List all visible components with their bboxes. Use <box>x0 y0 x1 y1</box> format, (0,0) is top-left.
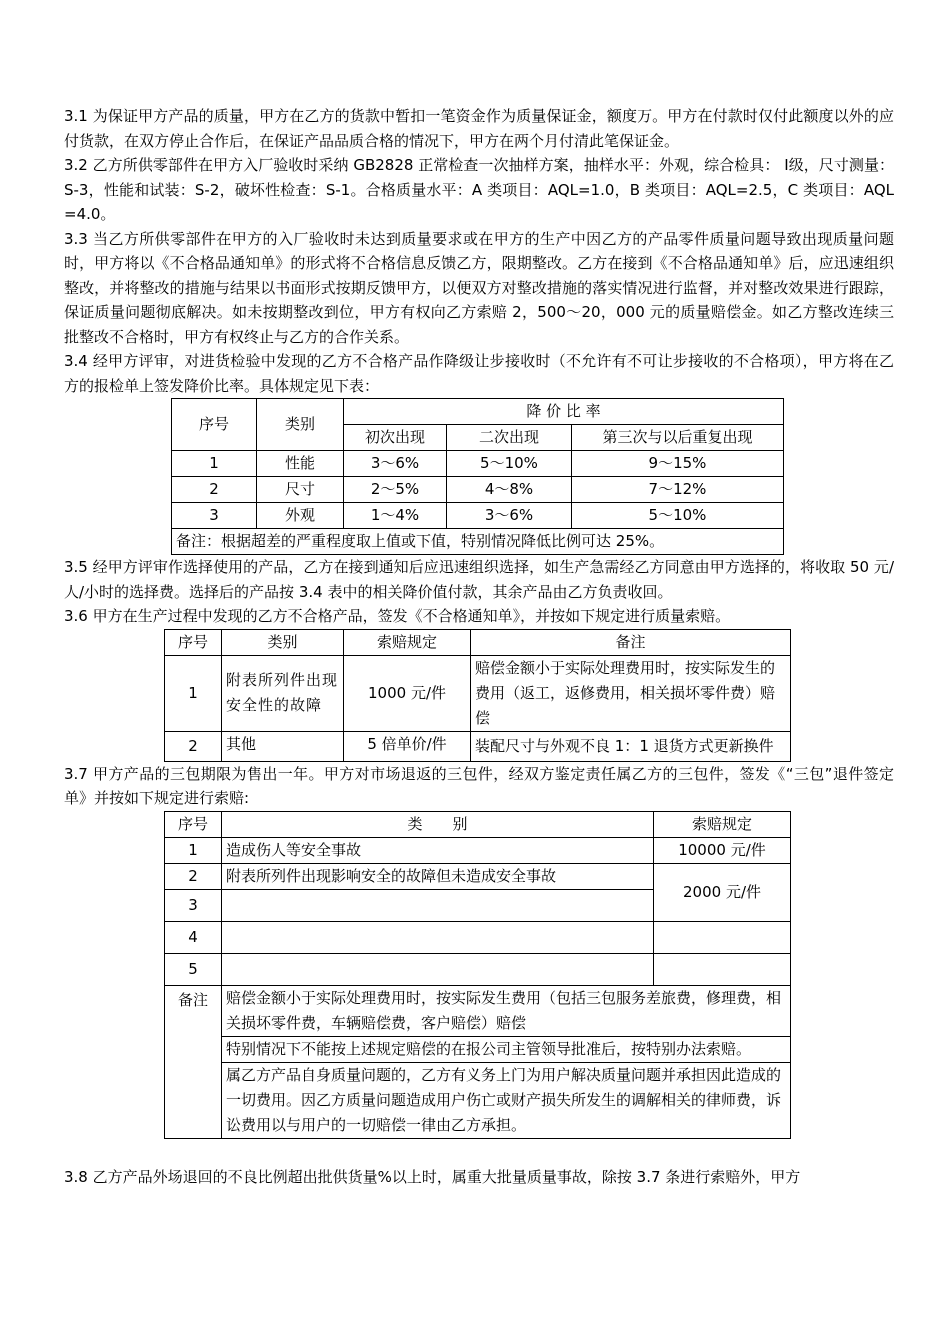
table-cell: 1～4% <box>344 503 447 529</box>
clause-3-8: 3.8 乙方产品外场退回的不良比例超出批供货量%以上时，属重大批量质量事故，除按 3.7 条进行索赔外，甲方 <box>64 1167 801 1186</box>
table-row <box>165 837 791 863</box>
table-cell: 3 <box>172 503 257 529</box>
table-note-row <box>165 1036 791 1062</box>
table-cell: 4～8% <box>447 477 572 503</box>
table-note-label: 备注 <box>165 985 222 1138</box>
table-cell: 9～15% <box>572 451 784 477</box>
table-cell: 外观 <box>257 503 344 529</box>
table-cell: 1 <box>165 837 222 863</box>
table-header-row <box>165 811 791 837</box>
header-cell: 类别 <box>222 629 344 655</box>
table-cell <box>222 889 654 921</box>
table-row <box>165 953 791 985</box>
table-cell: 5～10% <box>572 503 784 529</box>
table-note-row <box>165 985 791 1036</box>
header-cell: 第三次与以后重复出现 <box>572 425 784 451</box>
table-cell: 5 倍单价/件 <box>344 731 471 761</box>
table-row <box>172 503 784 529</box>
table-cell: 造成伤人等安全事故 <box>222 837 654 863</box>
clause-3-4: 3.4 经甲方评审，对进货检验中发现的乙方不合格产品作降级让步接收时（不允许有不可让步接收的不合格项），甲方将在乙方的报检单上签发降价比率。具体规定见下表： <box>64 352 894 395</box>
table-cell <box>222 953 654 985</box>
table-header-row <box>172 399 784 425</box>
table-cell: 3～6% <box>344 451 447 477</box>
clause-3-7: 3.7 甲方产品的三包期限为售出一年。甲方对市场退返的三包件，经双方鉴定责任属乙方的三包件，签发《“三包”退件签定单》并按如下规定进行索赔: <box>64 764 894 807</box>
header-cell: 初次出现 <box>344 425 447 451</box>
table-note: 属乙方产品自身质量问题的，乙方有义务上门为用户解决质量问题并承担因此造成的一切费用。因乙方质量问题造成用户伤亡或财产损失所发生的调解相关的律师费，诉讼费用以与用户的一切赔偿一律由乙方承担。 <box>222 1062 791 1138</box>
header-cell: 备注 <box>471 629 791 655</box>
table-note: 特别情况下不能按上述规定赔偿的在报公司主管领导批准后，按特别办法索赔。 <box>222 1036 791 1062</box>
table-header-row <box>165 629 791 655</box>
table-note: 赔偿金额小于实际处理费用时，按实际发生费用（包括三包服务差旅费，修理费，相关损坏零件费，车辆赔偿费，客户赔偿）赔偿 <box>222 985 791 1036</box>
table-cell: 10000 元/件 <box>654 837 791 863</box>
table-cell: 5～10% <box>447 451 572 477</box>
table-note-row <box>172 529 784 555</box>
table-cell <box>654 921 791 953</box>
three-guarantee-claim-table <box>164 811 791 1139</box>
table-cell: 附表所列件出现安全性的故障 <box>222 655 344 731</box>
price-reduction-table <box>171 398 784 555</box>
table-cell: 2 <box>165 863 222 889</box>
quality-claim-table <box>164 629 791 762</box>
table-cell: 7～12% <box>572 477 784 503</box>
table-cell: 尺寸 <box>257 477 344 503</box>
table-cell <box>222 921 654 953</box>
table-cell: 1 <box>165 655 222 731</box>
table-cell: 2 <box>172 477 257 503</box>
table-row <box>165 655 791 731</box>
header-cell: 序号 <box>165 629 222 655</box>
table-note-row <box>165 1062 791 1138</box>
table-row <box>172 451 784 477</box>
table-row <box>165 921 791 953</box>
table-cell: 1 <box>172 451 257 477</box>
table-cell: 5 <box>165 953 222 985</box>
table-row <box>165 731 791 761</box>
clause-3-3: 3.3 当乙方所供零部件在甲方的入厂验收时未达到质量要求或在甲方的生产中因乙方的产品零件质量问题导致出现质量问题时，甲方将以《不合格品通知单》的形式将不合格信息反馈乙方，限期整改。乙方在接到《不合格品通知单》后，应迅速组织整改，并将整改的措施与结果以书面形式按期反馈甲方，以便双方对整改措施的落实情况进行监督，并对整改效果进行跟踪，保证质量问题彻底解决。如未按期整改到位，甲方有权向乙方索赔 2，500～20，000 元的质量赔偿金。如乙方整改连续三批整改不合格时，甲方有权终止与乙方的合作关系。 <box>64 229 894 346</box>
table-cell <box>654 953 791 985</box>
table-cell: 其他 <box>222 731 344 761</box>
table-cell: 性能 <box>257 451 344 477</box>
header-cell: 索赔规定 <box>344 629 471 655</box>
table-cell: 赔偿金额小于实际处理费用时，按实际发生的费用（返工，返修费用，相关损坏零件费）赔偿 <box>471 655 791 731</box>
header-cell: 降 价 比 率 <box>344 399 784 425</box>
table-cell: 3～6% <box>447 503 572 529</box>
document-page <box>64 104 894 1189</box>
table-cell: 2～5% <box>344 477 447 503</box>
clause-3-2: 3.2 乙方所供零部件在甲方入厂验收时采纳 GB2828 正常检查一次抽样方案，抽样水平：外观，综合检具： Ⅰ级，尺寸测量：S-3，性能和试装：S-2，破坏性检查：S-1。合格质量水平：A 类项目：AQL=1.0，B 类项目：AQL=2.5，C 类项目：AQL=4.0。 <box>64 156 894 223</box>
header-cell: 二次出现 <box>447 425 572 451</box>
table-cell: 4 <box>165 921 222 953</box>
header-cell: 序号 <box>165 811 222 837</box>
table-row <box>165 863 791 889</box>
header-cell: 序号 <box>172 399 257 451</box>
table-cell: 3 <box>165 889 222 921</box>
table-cell: 附表所列件出现影响安全的故障但未造成安全事故 <box>222 863 654 889</box>
spacer <box>64 1139 894 1165</box>
table-row <box>172 477 784 503</box>
header-cell: 类 别 <box>222 811 654 837</box>
clause-3-6: 3.6 甲方在生产过程中发现的乙方不合格产品，签发《不合格通知单》，并按如下规定进行质量索赔。 <box>64 607 731 625</box>
header-cell: 索赔规定 <box>654 811 791 837</box>
table-cell: 2 <box>165 731 222 761</box>
clause-3-1: 3.1 为保证甲方产品的质量，甲方在乙方的货款中暂扣一笔资金作为质量保证金，额度万。甲方在付款时仅付此额度以外的应付货款，在双方停止合作后，在保证产品品质合格的情况下，甲方在两个月付清此笔保证金。 <box>64 107 894 150</box>
clause-3-5: 3.5 经甲方评审作选择使用的产品，乙方在接到通知后应迅速组织选择，如生产急需经乙方同意由甲方选择的，将收取 50 元/人/小时的选择费。选择后的产品按 3.4 表中的相关降价值付款，其余产品由乙方负责收回。 <box>64 558 894 601</box>
header-cell: 类别 <box>257 399 344 451</box>
table-cell: 装配尺寸与外观不良 1：1 退货方式更新换件 <box>471 731 791 761</box>
table-note: 备注：根据超差的严重程度取上值或下值，特别情况降低比例可达 25%。 <box>172 529 784 555</box>
table-cell: 2000 元/件 <box>654 863 791 921</box>
table-cell: 1000 元/件 <box>344 655 471 731</box>
